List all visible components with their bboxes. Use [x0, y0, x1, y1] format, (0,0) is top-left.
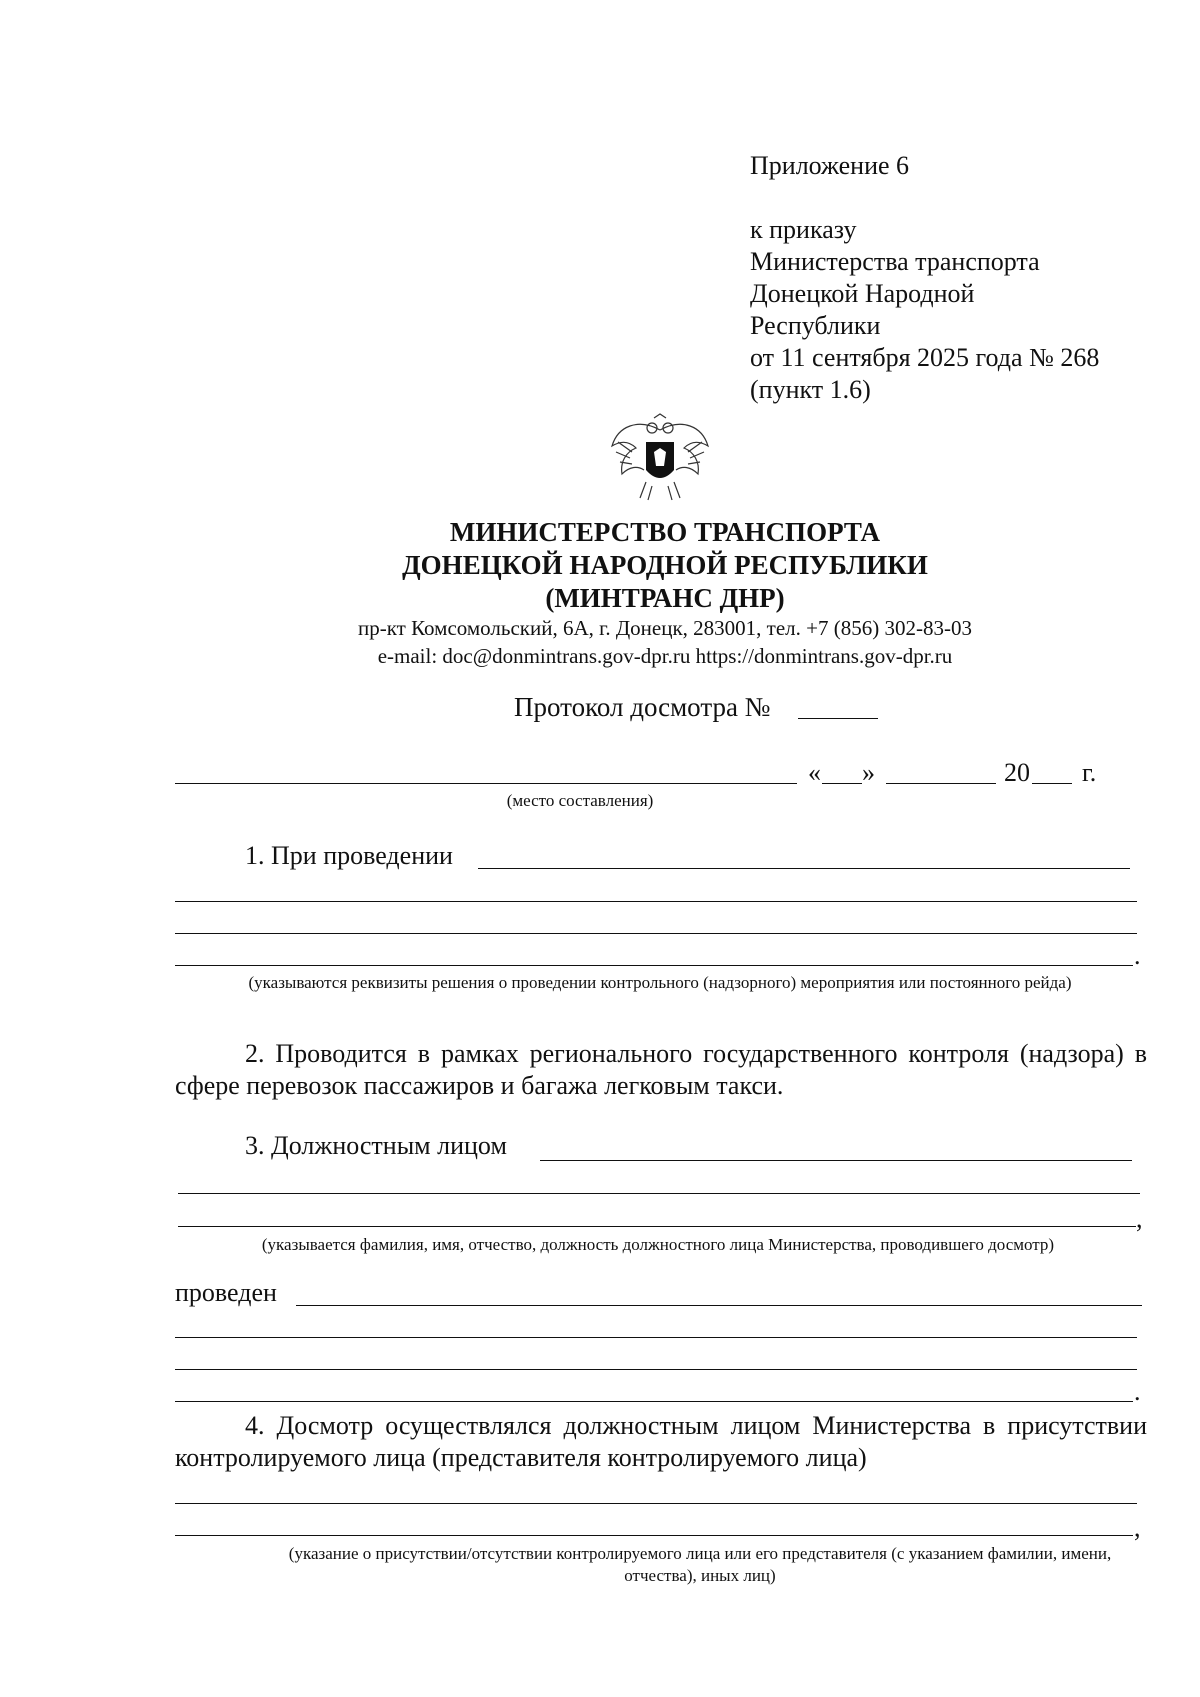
item3-line	[178, 1226, 1136, 1227]
protocol-title: Протокол досмотра №	[514, 692, 771, 722]
item4-text: 4. Досмотр осуществлялся должностным лицом Министерства в присутствии контролируемого лица (представителя контролируемого лица)	[175, 1411, 1147, 1472]
appendix-line: Министерства транспорта	[750, 247, 1040, 276]
date-quote-open: «	[808, 758, 821, 787]
year-suffix: г.	[1082, 758, 1097, 787]
protocol-number-line	[798, 718, 878, 719]
item3-line	[178, 1193, 1140, 1194]
item1-period: .	[1134, 941, 1141, 970]
item1-caption: (указываются реквизиты решения о проведении контрольного (надзорного) мероприятия или постоянного рейда)	[248, 973, 1072, 992]
ministry-header	[0, 516, 1200, 615]
month-line	[886, 783, 996, 784]
item3-comma: ,	[1136, 1204, 1143, 1233]
conducted-label: проведен	[175, 1278, 277, 1307]
appendix-line: (пункт 1.6)	[750, 375, 871, 404]
item3-caption: (указывается фамилия, имя, отчество, должность должностного лица Министерства, проводившего досмотр)	[261, 1235, 1055, 1254]
ministry-address: пр-кт Комсомольский, 6А, г. Донецк, 283001, тел. +7 (856) 302-83-03	[358, 616, 972, 640]
coat-of-arms-icon	[608, 412, 712, 506]
item1-label: 1. При проведении	[245, 841, 453, 870]
conducted-line	[175, 1369, 1137, 1370]
year-line	[1032, 783, 1072, 784]
item4-line	[175, 1503, 1137, 1504]
conducted-line	[175, 1337, 1137, 1338]
item1-line	[175, 901, 1137, 902]
ministry-name-short: (МИНТРАНС ДНР)	[545, 583, 785, 613]
item1-line	[175, 933, 1137, 934]
place-line	[175, 783, 797, 784]
ministry-name-line2: ДОНЕЦКОЙ НАРОДНОЙ РЕСПУБЛИКИ	[402, 550, 928, 580]
place-caption: (место составления)	[506, 791, 654, 810]
item1-line	[478, 868, 1130, 869]
appendix-block	[750, 150, 1099, 406]
ministry-contacts: e-mail: doc@donmintrans.gov-dpr.ru https://donmintrans.gov-dpr.ru	[377, 644, 953, 668]
conducted-line	[175, 1401, 1133, 1402]
day-line	[822, 783, 862, 784]
conducted-period: .	[1134, 1377, 1141, 1406]
appendix-line: Республики	[750, 311, 881, 340]
date-quote-close: »	[862, 758, 875, 787]
appendix-line: к приказу	[750, 215, 857, 244]
appendix-line: Донецкой Народной	[750, 279, 975, 308]
year-prefix: 20	[1004, 758, 1030, 787]
item2-text: 2. Проводится в рамках регионального государственного контроля (надзора) в сфере перевозок пассажиров и багажа легковым такси.	[175, 1039, 1147, 1100]
conducted-line	[296, 1305, 1142, 1306]
item4-caption: (указание о присутствии/отсутствии контролируемого лица или его представителя (с указанием фамилии, имени, отчества), иных лиц)	[288, 1544, 1112, 1585]
item4-comma: ,	[1134, 1513, 1141, 1542]
item3-line	[540, 1160, 1132, 1161]
item3-label: 3. Должностным лицом	[245, 1131, 507, 1160]
appendix-title: Приложение 6	[750, 151, 910, 180]
appendix-line: от 11 сентября 2025 года № 268	[750, 343, 1100, 372]
item4-line	[175, 1535, 1133, 1536]
item1-line	[175, 965, 1133, 966]
ministry-name-line1: МИНИСТЕРСТВО ТРАНСПОРТА	[449, 517, 881, 547]
ministry-address-block	[0, 614, 1200, 670]
